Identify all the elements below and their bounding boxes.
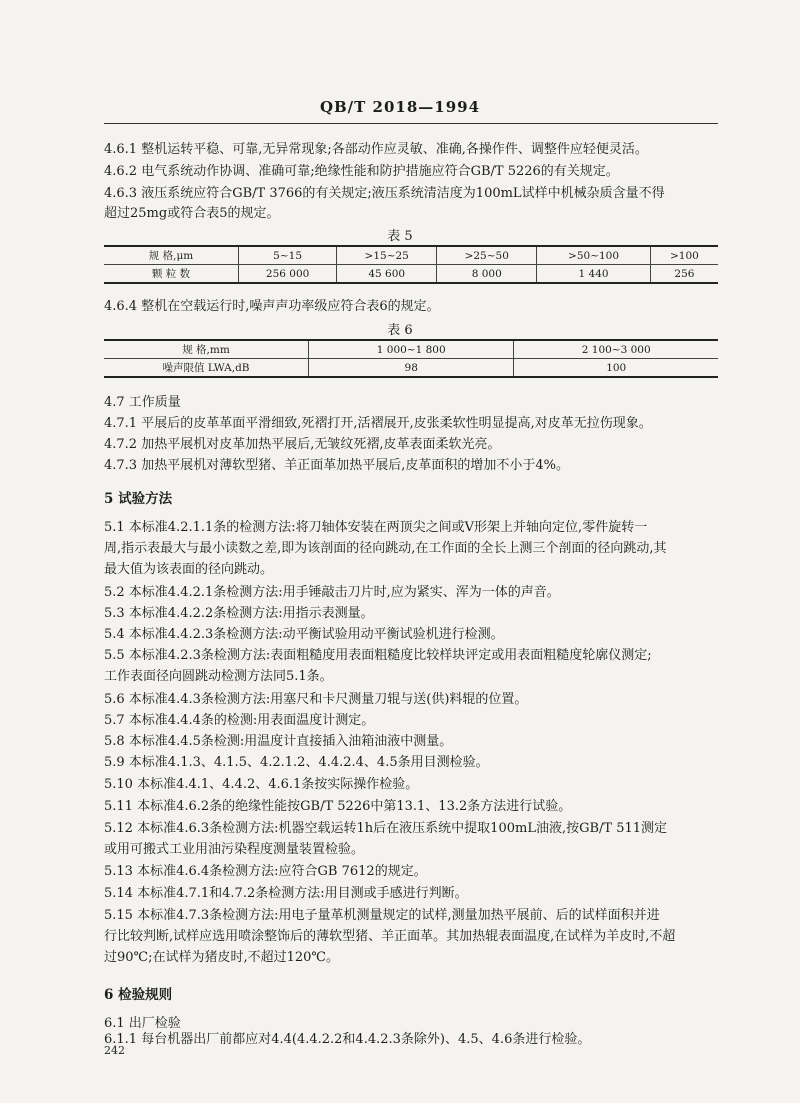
- clause-5-5-line2: 工作表面径向圆跳动检测方法同5.1条。: [104, 669, 333, 684]
- clause-4-6-3-line2: 超过25mg或符合表5的规定。: [104, 206, 280, 221]
- table-cell: 100: [514, 359, 718, 378]
- table-cell: 规 格,mm: [104, 340, 309, 359]
- clause-4-7-1: 4.7.1 平展后的皮革革面平滑细致,死褶打开,活褶展开,皮张柔软性明显提高,对皮革无拉伤现象。: [104, 416, 652, 431]
- table-cell: >50~100: [537, 246, 651, 265]
- standard-header: QB/T 2018—1994: [319, 98, 481, 116]
- clause-5-14: 5.14 本标准4.7.1和4.7.2条检测方法:用目测或手感进行判断。: [104, 886, 468, 901]
- table6-row-noise: [104, 359, 718, 378]
- clause-4-6-4: 4.6.4 整机在空载运行时,噪声声功率级应符合表6的规定。: [104, 299, 440, 314]
- clause-4-7: 4.7 工作质量: [104, 395, 181, 410]
- table-cell: 8 000: [437, 265, 537, 284]
- clause-4-7-3: 4.7.3 加热平展机对薄软型猪、羊正面革加热平展后,皮革面积的增加不小于4%。: [104, 458, 569, 473]
- clause-5-2: 5.2 本标准4.4.2.1条检测方法:用手锤敲击刀片时,应为紧实、浑为一体的声音。: [104, 585, 560, 600]
- clause-5-13: 5.13 本标准4.6.4条检测方法:应符合GB 7612的规定。: [104, 864, 427, 879]
- table-cell: 噪声限值 LWA,dB: [104, 359, 309, 378]
- section-5-heading: 5 试验方法: [104, 491, 173, 507]
- clause-5-3: 5.3 本标准4.4.2.2条检测方法:用指示表测量。: [104, 606, 374, 621]
- clause-4-7-2: 4.7.2 加热平展机对皮革加热平展后,无皱纹死褶,皮革表面柔软光亮。: [104, 437, 501, 452]
- table5-row-count: [104, 265, 718, 284]
- clause-5-6: 5.6 本标准4.4.3条检测方法:用塞尺和卡尺测量刀辊与送(供)料辊的位置。: [104, 692, 528, 707]
- table-cell: >100: [650, 246, 718, 265]
- page-number: 242: [104, 1044, 125, 1057]
- table-cell: 256: [650, 265, 718, 284]
- clause-5-7: 5.7 本标准4.4.4条的检测:用表面温度计测定。: [104, 713, 375, 728]
- table-cell: 2 100~3 000: [514, 340, 718, 359]
- clause-4-6-2: 4.6.2 电气系统动作协调、准确可靠;绝缘性能和防护措施应符合GB/T 5226的有关规定。: [104, 164, 619, 179]
- clause-5-1-line2: 周,指示表最大与最小读数之差,即为该剖面的径向跳动,在工作面的全长上测三个剖面的径向跳动,其: [104, 541, 667, 556]
- clause-4-6-3-line1: 4.6.3 液压系统应符合GB/T 3766的有关规定;液压系统清洁度为100mL试样中机械杂质含量不得: [104, 186, 665, 201]
- table6: [104, 339, 718, 378]
- clause-5-9: 5.9 本标准4.1.3、4.1.5、4.2.1.2、4.4.2.4、4.5条用目测检验。: [104, 755, 489, 770]
- clause-6-1-1: 6.1.1 每台机器出厂前都应对4.4(4.4.2.2和4.4.2.3条除外)、4.5、4.6条进行检验。: [104, 1032, 591, 1047]
- table6-row-size: [104, 340, 718, 359]
- clause-5-15-line3: 过90℃;在试样为猪皮时,不超过120℃。: [104, 950, 339, 965]
- clause-5-15-line1: 5.15 本标准4.7.3条检测方法:用电子量革机测量规定的试样,测量加热平展前、后的试样面积并进: [104, 908, 660, 923]
- clause-5-10: 5.10 本标准4.4.1、4.4.2、4.6.1条按实际操作检验。: [104, 777, 419, 792]
- table6-caption: 表 6: [387, 323, 413, 338]
- clause-5-1-line3: 最大值为该表面的径向跳动。: [104, 562, 274, 577]
- table-cell: 45 600: [337, 265, 437, 284]
- clause-5-15-line2: 行比较判断,试样应选用喷涂整饰后的薄软型猪、羊正面革。其加热辊表面温度,在试样为羊皮时,不超: [104, 929, 676, 944]
- table-cell: 5~15: [239, 246, 337, 265]
- section-6-heading: 6 检验规则: [104, 987, 173, 1003]
- table-cell: 1 000~1 800: [309, 340, 514, 359]
- clause-6-1: 6.1 出厂检验: [104, 1016, 181, 1031]
- clause-5-5-line1: 5.5 本标准4.2.3条检测方法:表面粗糙度用表面粗糙度比较样块评定或用表面粗糙度轮廓仪测定;: [104, 648, 652, 663]
- table-cell: >25~50: [437, 246, 537, 265]
- table-cell: 规 格,μm: [104, 246, 239, 265]
- table-cell: >15~25: [337, 246, 437, 265]
- table-cell: 颗 粒 数: [104, 265, 239, 284]
- table-cell: 256 000: [239, 265, 337, 284]
- clause-4-6-1: 4.6.1 整机运转平稳、可靠,无异常现象;各部动作应灵敏、准确,各操作件、调整件应轻便灵活。: [104, 142, 648, 157]
- clause-5-1-line1: 5.1 本标准4.2.1.1条的检测方法:将刀轴体安装在两顶尖之间或V形架上并轴向定位,零件旋转一: [104, 520, 648, 535]
- table-cell: 98: [309, 359, 514, 378]
- table-cell: 1 440: [537, 265, 651, 284]
- clause-5-11: 5.11 本标准4.6.2条的绝缘性能按GB/T 5226中第13.1、13.2条方法进行试验。: [104, 799, 572, 814]
- clause-5-12-line1: 5.12 本标准4.6.3条检测方法:机器空载运转1h后在液压系统中提取100mL油液,按GB/T 511测定: [104, 821, 668, 836]
- clause-5-12-line2: 或用可搬式工业用油污染程度测量装置检验。: [104, 842, 365, 857]
- clause-5-8: 5.8 本标准4.4.5条检测:用温度计直接插入油箱油液中测量。: [104, 734, 453, 749]
- table5-row-size: [104, 246, 718, 265]
- table5-caption: 表 5: [387, 229, 413, 244]
- table5: [104, 245, 718, 284]
- header-rule: [104, 123, 718, 124]
- clause-5-4: 5.4 本标准4.4.2.3条检测方法:动平衡试验用动平衡试验机进行检测。: [104, 627, 504, 642]
